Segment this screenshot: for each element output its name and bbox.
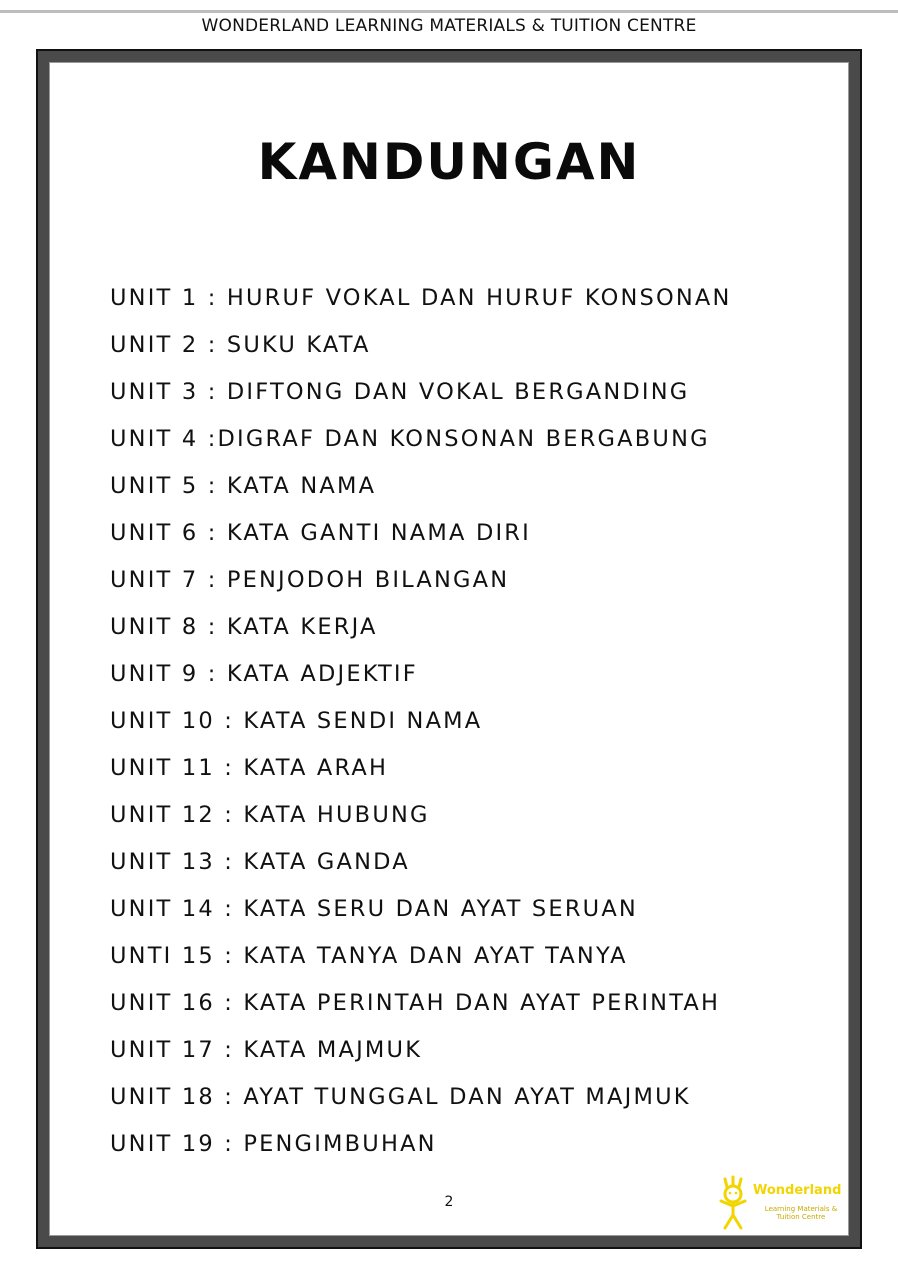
toc-item: UNIT 1 : HURUF VOKAL DAN HURUF KONSONAN — [110, 285, 732, 311]
page-content — [49, 62, 849, 1236]
toc-item: UNIT 11 : KATA ARAH — [110, 755, 389, 781]
page-number: 2 — [444, 1194, 454, 1210]
page-title: KANDUNGAN — [257, 133, 641, 191]
page-frame — [36, 49, 862, 1249]
logo-subtitle: Learning Materials & Tuition Centre — [764, 1205, 838, 1221]
toc-item: UNIT 18 : AYAT TUNGGAL DAN AYAT MAJMUK — [110, 1084, 691, 1110]
toc-item: UNIT 6 : KATA GANTI NAMA DIRI — [110, 520, 531, 546]
toc-item: UNIT 2 : SUKU KATA — [110, 332, 371, 358]
table-of-contents — [110, 275, 732, 1168]
wonderland-figure-icon — [715, 1175, 751, 1231]
wonderland-logo — [715, 1175, 850, 1235]
toc-item: UNIT 13 : KATA GANDA — [110, 849, 410, 875]
toc-item: UNIT 12 : KATA HUBUNG — [110, 802, 430, 828]
toc-item: UNIT 14 : KATA SERU DAN AYAT SERUAN — [110, 896, 638, 922]
toc-item: UNIT 19 : PENGIMBUHAN — [110, 1131, 437, 1157]
toc-item: UNIT 8 : KATA KERJA — [110, 614, 378, 640]
toc-item: UNIT 16 : KATA PERINTAH DAN AYAT PERINTAH — [110, 990, 721, 1016]
toc-item: UNIT 5 : KATA NAMA — [110, 473, 377, 499]
toc-item: UNIT 4 :DIGRAF DAN KONSONAN BERGABUNG — [110, 426, 710, 452]
top-rule — [0, 10, 898, 13]
logo-name: Wonderland — [753, 1183, 842, 1198]
toc-item: UNIT 3 : DIFTONG DAN VOKAL BERGANDING — [110, 379, 690, 405]
toc-item: UNIT 10 : KATA SENDI NAMA — [110, 708, 483, 734]
toc-item: UNTI 15 : KATA TANYA DAN AYAT TANYA — [110, 943, 628, 969]
header-organization: WONDERLAND LEARNING MATERIALS & TUITION CENTRE — [201, 16, 697, 36]
toc-item: UNIT 17 : KATA MAJMUK — [110, 1037, 423, 1063]
toc-item: UNIT 7 : PENJODOH BILANGAN — [110, 567, 510, 593]
toc-item: UNIT 9 : KATA ADJEKTIF — [110, 661, 418, 687]
